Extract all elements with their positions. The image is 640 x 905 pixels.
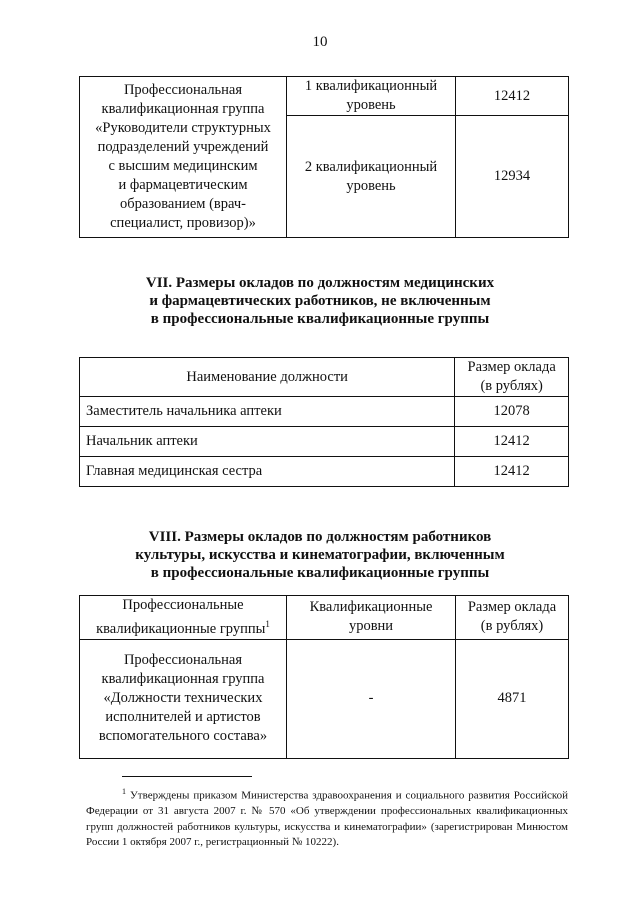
position-name: Начальник аптеки xyxy=(80,427,455,457)
group-line: подразделений учреждений xyxy=(97,139,269,155)
table-row xyxy=(80,639,569,758)
heading-line: и фармацевтических работников, не включенным xyxy=(149,293,491,309)
group-line: вспомогательного состава» xyxy=(98,728,268,745)
group-line: Профессиональная xyxy=(123,82,243,98)
qualification-level-cell xyxy=(287,77,456,116)
level-line: уровень xyxy=(346,97,396,113)
level-line: 2 квалификационный xyxy=(304,158,438,175)
header-line: Размер оклада xyxy=(467,599,557,616)
header-line: (в рублях) xyxy=(480,618,544,635)
salary-value: 12412 xyxy=(456,77,569,116)
footnote-marker: 1 xyxy=(265,619,270,629)
column-header-salary xyxy=(456,596,569,640)
salary-value: 12412 xyxy=(455,427,569,457)
group-line: образованием (врач- xyxy=(120,196,246,212)
salary-table-culture xyxy=(79,595,569,759)
table-header-row xyxy=(80,596,569,640)
salary-table-positions xyxy=(79,357,569,487)
footnote-text: Утверждены приказом Министерства здравоохранения и социального развития Российской Федерации от 31 августа 2007 г. № 570 «Об утверждении профессиональных квалификационных групп должностей работников культуры, искусства и кинематографии» (зарегистрирован Минюстом России 1 октября 2007 г., регистрационный № 10222). xyxy=(86,789,569,849)
table-row xyxy=(80,397,569,427)
header-line xyxy=(84,615,282,639)
header-text: квалификационные группы xyxy=(96,620,266,637)
level-line: уровень xyxy=(346,177,396,194)
qualification-group-cell xyxy=(80,639,287,758)
salary-value: 12412 xyxy=(455,457,569,487)
group-line: квалификационная группа xyxy=(101,671,265,688)
heading-line: VIII. Размеры окладов по должностям работников xyxy=(148,529,492,545)
table-header-row xyxy=(80,358,569,397)
header-line: уровни xyxy=(348,618,394,635)
section-heading-vii xyxy=(0,274,640,328)
group-line: с высшим медицинским xyxy=(108,158,258,174)
heading-line: в профессиональные квалификационные группы xyxy=(150,565,490,581)
group-line: и фармацевтическим xyxy=(118,177,248,193)
group-line: исполнителей и артистов xyxy=(105,709,261,726)
table-row xyxy=(80,77,569,116)
position-name: Главная медицинская сестра xyxy=(80,457,455,487)
group-line: «Руководители структурных xyxy=(95,120,271,136)
salary-table-medical-heads xyxy=(79,76,569,238)
group-line: квалификационная группа xyxy=(101,101,265,117)
footnote-divider xyxy=(122,776,252,777)
level-line: 1 квалификационный xyxy=(304,78,438,94)
section-heading-viii xyxy=(0,528,640,582)
salary-value: 4871 xyxy=(456,639,569,758)
column-header-salary xyxy=(455,358,569,397)
footnote xyxy=(86,784,568,851)
qualification-level-cell xyxy=(287,116,456,238)
group-line: специалист, провизор)» xyxy=(110,215,256,231)
position-name: Заместитель начальника аптеки xyxy=(80,397,455,427)
qualification-group-cell xyxy=(80,77,287,238)
table-row xyxy=(80,427,569,457)
salary-value: 12078 xyxy=(455,397,569,427)
heading-line: культуры, искусства и кинематографии, включенным xyxy=(135,547,505,563)
header-line: Профессиональные xyxy=(122,597,244,613)
group-line: Профессиональная xyxy=(123,652,243,669)
header-line: Размер оклада xyxy=(467,359,556,375)
page-number: 10 xyxy=(312,34,328,50)
column-header-groups xyxy=(80,596,287,640)
group-line: «Должности технических xyxy=(103,690,263,707)
heading-line: VII. Размеры окладов по должностям медицинских xyxy=(145,275,495,291)
salary-value: 12934 xyxy=(456,116,569,238)
heading-line: в профессиональные квалификационные группы xyxy=(150,311,490,327)
header-line: Квалификационные xyxy=(309,599,433,616)
column-header-levels xyxy=(287,596,456,640)
footnote-marker: 1 xyxy=(122,787,126,796)
table-row xyxy=(80,457,569,487)
qualification-level-cell: - xyxy=(287,639,456,758)
column-header-position: Наименование должности xyxy=(80,358,455,397)
header-line: (в рублях) xyxy=(480,378,543,394)
